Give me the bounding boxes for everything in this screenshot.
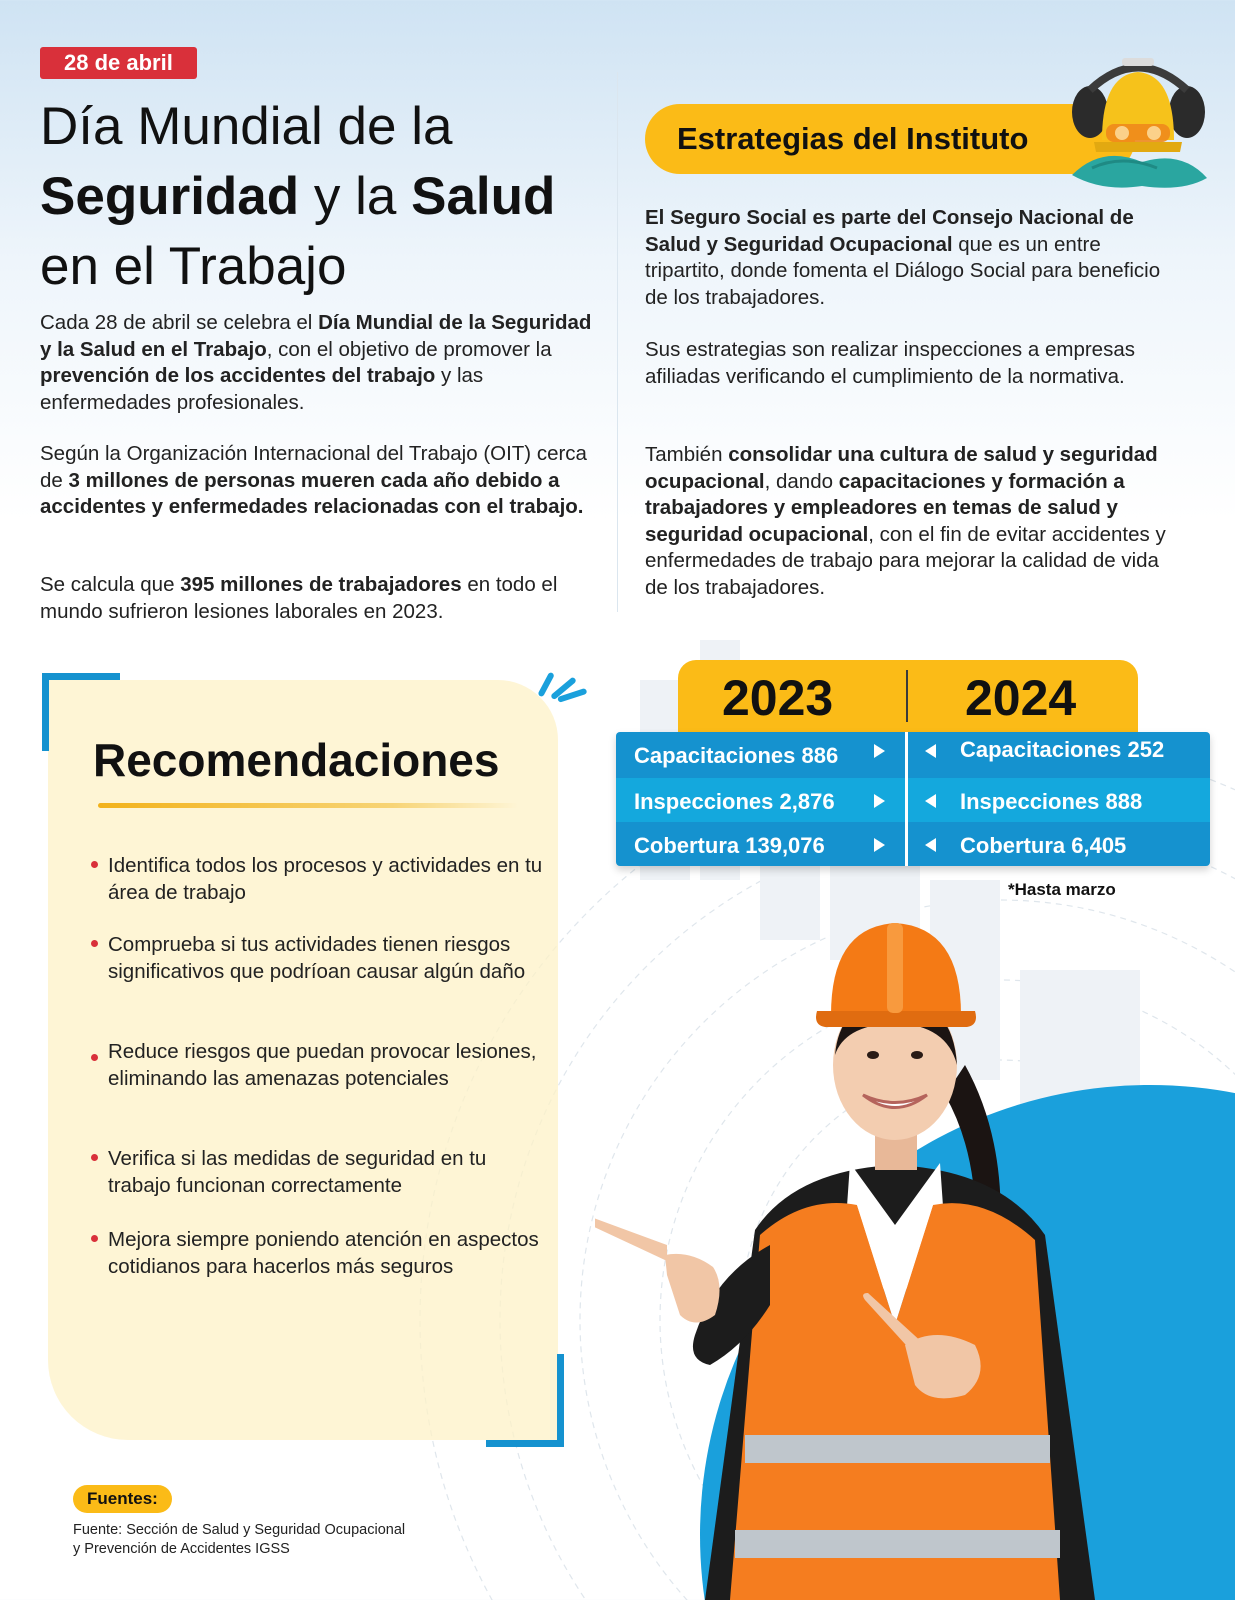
corner-accent: [42, 673, 120, 680]
strategies-p1-text: que es un entre tripartito, donde fomenta el Diálogo Social para beneficio de los trabajadores.: [645, 232, 1161, 309]
strategies-paragraph-1: [645, 205, 1185, 311]
stat-2023-cobertura: Cobertura 139,076: [634, 833, 825, 858]
intro-p1-text-a: Cada 28 de abril se celebra el: [40, 311, 319, 334]
title-line-3: en el Trabajo: [40, 237, 347, 296]
stats-footnote: *Hasta marzo: [1008, 880, 1116, 899]
page-title: [40, 92, 620, 302]
recommendation-item: Verifica si las medidas de seguridad en tu trabajo funcionan correctamente: [108, 1147, 487, 1197]
arrow-right-icon: [874, 838, 885, 852]
title-underline: [98, 803, 518, 808]
bullet-icon: [91, 861, 98, 868]
strategies-paragraph-2: Sus estrategias son realizar inspecciones a empresas afiliadas verificando el cumplimiento de la normativa.: [645, 338, 1135, 388]
bullet-icon: [91, 1154, 98, 1161]
title-bold-salud: Salud: [411, 167, 556, 226]
intro-p3-text-a: Se calcula que: [40, 573, 181, 596]
intro-paragraph-2: [40, 441, 600, 521]
year-2024: 2024: [965, 670, 1077, 726]
strategies-p3-bold-a: consolidar una cultura de salud y seguridad ocupacional: [645, 443, 1158, 493]
stat-2024-capacitaciones: Capacitaciones 252: [960, 737, 1165, 762]
intro-p1-text-b: , con el objetivo de promover la: [266, 337, 552, 361]
arrow-left-icon: [925, 838, 936, 852]
corner-accent: [557, 1354, 564, 1447]
year-separator: [906, 670, 908, 722]
recommendation-item: Comprueba si tus actividades tienen riesgos significativos que podríoan causar algún daño: [108, 933, 526, 983]
stat-2024-cobertura: Cobertura 6,405: [960, 833, 1127, 858]
intro-p3-text-b: en todo el mundo sufrieron lesiones laborales en 2023.: [40, 573, 558, 623]
stat-2023-capacitaciones: Capacitaciones 886: [634, 743, 839, 768]
sources-line-1: Fuente: Sección de Salud y Seguridad Ocupacional: [73, 1522, 406, 1538]
sources-label: Fuentes:: [73, 1485, 172, 1513]
intro-p2-text: Según la Organización Internacional del Trabajo (OIT) cerca de: [40, 442, 587, 492]
intro-p1-bold-a: Día Mundial de la Seguridad y la Salud en el Trabajo: [40, 311, 592, 361]
arrow-right-icon: [874, 744, 885, 758]
arrow-left-icon: [925, 794, 936, 808]
recommendations-title: Recomendaciones: [93, 734, 500, 786]
stat-2023-inspecciones: Inspecciones 2,876: [634, 789, 835, 814]
recommendation-item: Identifica todos los procesos y actividades en tu área de trabajo: [108, 854, 543, 904]
title-line-1: Día Mundial de la: [40, 97, 453, 156]
strategies-p1-bold: El Seguro Social es parte del Consejo Nacional de Salud y Seguridad Ocupacional: [645, 206, 1134, 256]
bullet-icon: [91, 1054, 98, 1061]
strategies-p3-text-b: , dando: [764, 469, 839, 493]
title-connector: y la: [299, 167, 412, 226]
strategies-p3-text-c: , con el fin de evitar accidentes y enfermedades de trabajo para mejorar la calidad de vida de los trabajadores.: [645, 522, 1166, 599]
corner-accent: [486, 1440, 564, 1447]
worker-illustration: [595, 905, 1155, 1600]
sources-line-2: y Prevención de Accidentes IGSS: [73, 1541, 290, 1557]
bullet-icon: [91, 940, 98, 947]
title-bold-seguridad: Seguridad: [40, 167, 300, 226]
sources-text: [73, 1521, 493, 1559]
strategies-heading: Estrategias del Instituto: [645, 104, 1135, 174]
bullet-icon: [91, 1235, 98, 1242]
recommendation-item: Mejora siempre poniendo atención en aspectos cotidianos para hacerlos más seguros: [108, 1228, 539, 1278]
year-2023: 2023: [722, 670, 834, 726]
strategies-p3-bold-b: capacitaciones y formación a trabajadores y empleadores en temas de salud y seguridad ocupacional: [645, 469, 1125, 546]
corner-accent: [42, 673, 49, 751]
helmet-icon: [1062, 50, 1212, 195]
stats-divider: [905, 732, 908, 866]
stat-2024-inspecciones: Inspecciones 888: [960, 789, 1143, 814]
date-badge: 28 de abril: [40, 47, 197, 79]
arrow-right-icon: [874, 794, 885, 808]
intro-p1-bold-b: prevención de los accidentes del trabajo: [40, 364, 436, 387]
intro-paragraph-3: [40, 572, 600, 625]
strategies-paragraph-3: [645, 442, 1185, 601]
recommendation-item: Reduce riesgos que puedan provocar lesiones, eliminando las amenazas potenciales: [108, 1040, 537, 1090]
intro-p3-bold: 395 millones de trabajadores: [180, 573, 462, 596]
arrow-left-icon: [925, 744, 936, 758]
intro-paragraph-1: [40, 310, 600, 416]
strategies-p3-text-a: También: [645, 443, 729, 466]
intro-p2-bold: 3 millones de personas mueren cada año debido a accidentes y enfermedades relacionadas con el trabajo.: [40, 468, 584, 518]
intro-p1-text-c: y las enfermedades profesionales.: [40, 364, 484, 414]
